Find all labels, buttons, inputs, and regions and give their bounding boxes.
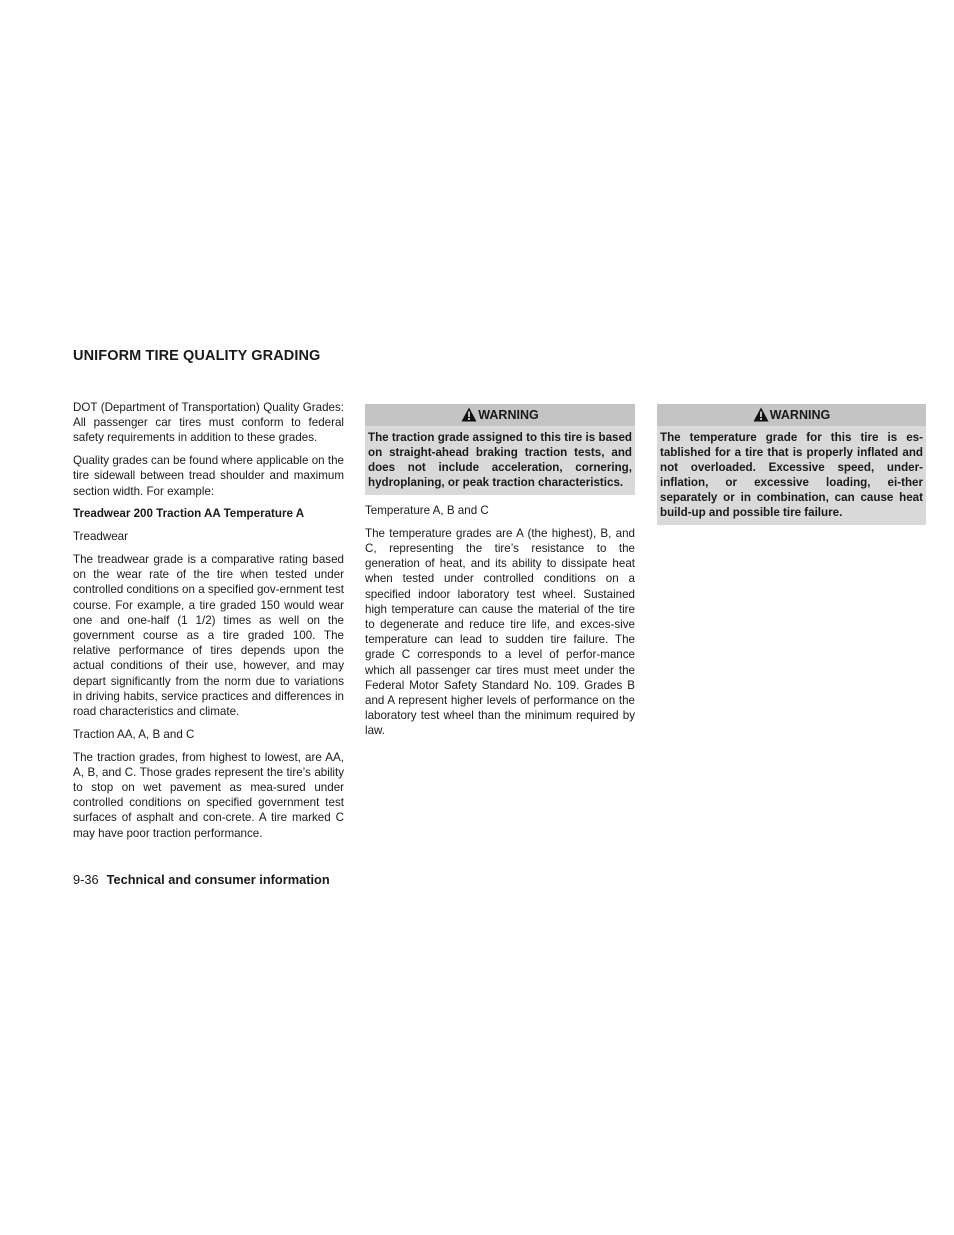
warning-title xyxy=(365,404,635,426)
warning-title-text: WARNING xyxy=(769,408,831,422)
warning-box-traction xyxy=(365,404,635,495)
warning-triangle-icon xyxy=(461,407,477,429)
page-footer xyxy=(73,872,330,887)
grade-example: Treadwear 200 Traction AA Temperature A xyxy=(73,507,305,521)
column-3 xyxy=(657,404,926,533)
paragraph-grade-location: Quality grades can be found where applicable on the tire sidewall between tread shoulder and maximum section width. For example: xyxy=(73,454,344,498)
paragraph-traction: The traction grades, from highest to lowest, are AA, A, B, and C. Those grades represent the tire’s ability to stop on wet pavement as mea-sured under controlled conditions on specified government test surfaces of asphalt and con-crete. A tire marked C may have poor traction performance. xyxy=(73,750,344,840)
subheading-temperature: Temperature A, B and C xyxy=(365,504,489,517)
page-number: 9-36 xyxy=(73,872,99,887)
warning-box-temperature xyxy=(657,404,926,525)
paragraph-dot-intro: DOT (Department of Transportation) Quality Grades: All passenger car tires must conform to federal safety requirements in addition to these grades. xyxy=(73,401,344,445)
warning-title-text: WARNING xyxy=(478,408,539,422)
section-heading: UNIFORM TIRE QUALITY GRADING xyxy=(73,348,321,364)
warning-body: The temperature grade for this tire is es-tablished for a tire that is properly inflated and not overloaded. Excessive speed, under-inflation, or excessive loading, ei-ther separately or in combination, can cause heat build-up and possible tire failure. xyxy=(660,431,923,519)
warning-body: The traction grade assigned to this tire is based on straight-ahead braking traction tests, and does not include acceleration, cornering, hydroplaning, or peak traction characteristics. xyxy=(368,431,632,489)
section-title: Technical and consumer information xyxy=(106,872,330,887)
subheading-traction: Traction AA, A, B and C xyxy=(73,727,195,741)
column-2 xyxy=(365,404,635,746)
column-1 xyxy=(73,400,344,848)
paragraph-treadwear: The treadwear grade is a comparative rating based on the wear rate of the tire when tested under controlled conditions on a specified gov-ernment test course. For example, a tire graded 150 would wear one and one-half (1 1/2) times as well on the government course as a tire graded 100. The relative performance of tires depends upon the actual conditions of their use, however, and may depart significantly from the norm due to variations in driving habits, service practices and differences in road characteristics and climate. xyxy=(73,553,344,719)
subheading-treadwear: Treadwear xyxy=(73,530,128,544)
paragraph-temperature: The temperature grades are A (the highest), B, and C, representing the tire’s resistance to the generation of heat, and its ability to dissipate heat when tested under controlled conditions on a specified indoor laboratory test wheel. Sustained high temperature can cause the material of the tire to degenerate and reduce tire life, and exces-sive temperature can lead to sudden tire failure. The grade C corresponds to a level of perfor-mance which all passenger car tires must meet under the Federal Motor Safety Standard No. 109. Grades B and A represent higher levels of performance on the laboratory test wheel than the minimum required by law. xyxy=(365,526,635,738)
warning-title xyxy=(657,404,926,426)
warning-triangle-icon xyxy=(753,407,769,429)
